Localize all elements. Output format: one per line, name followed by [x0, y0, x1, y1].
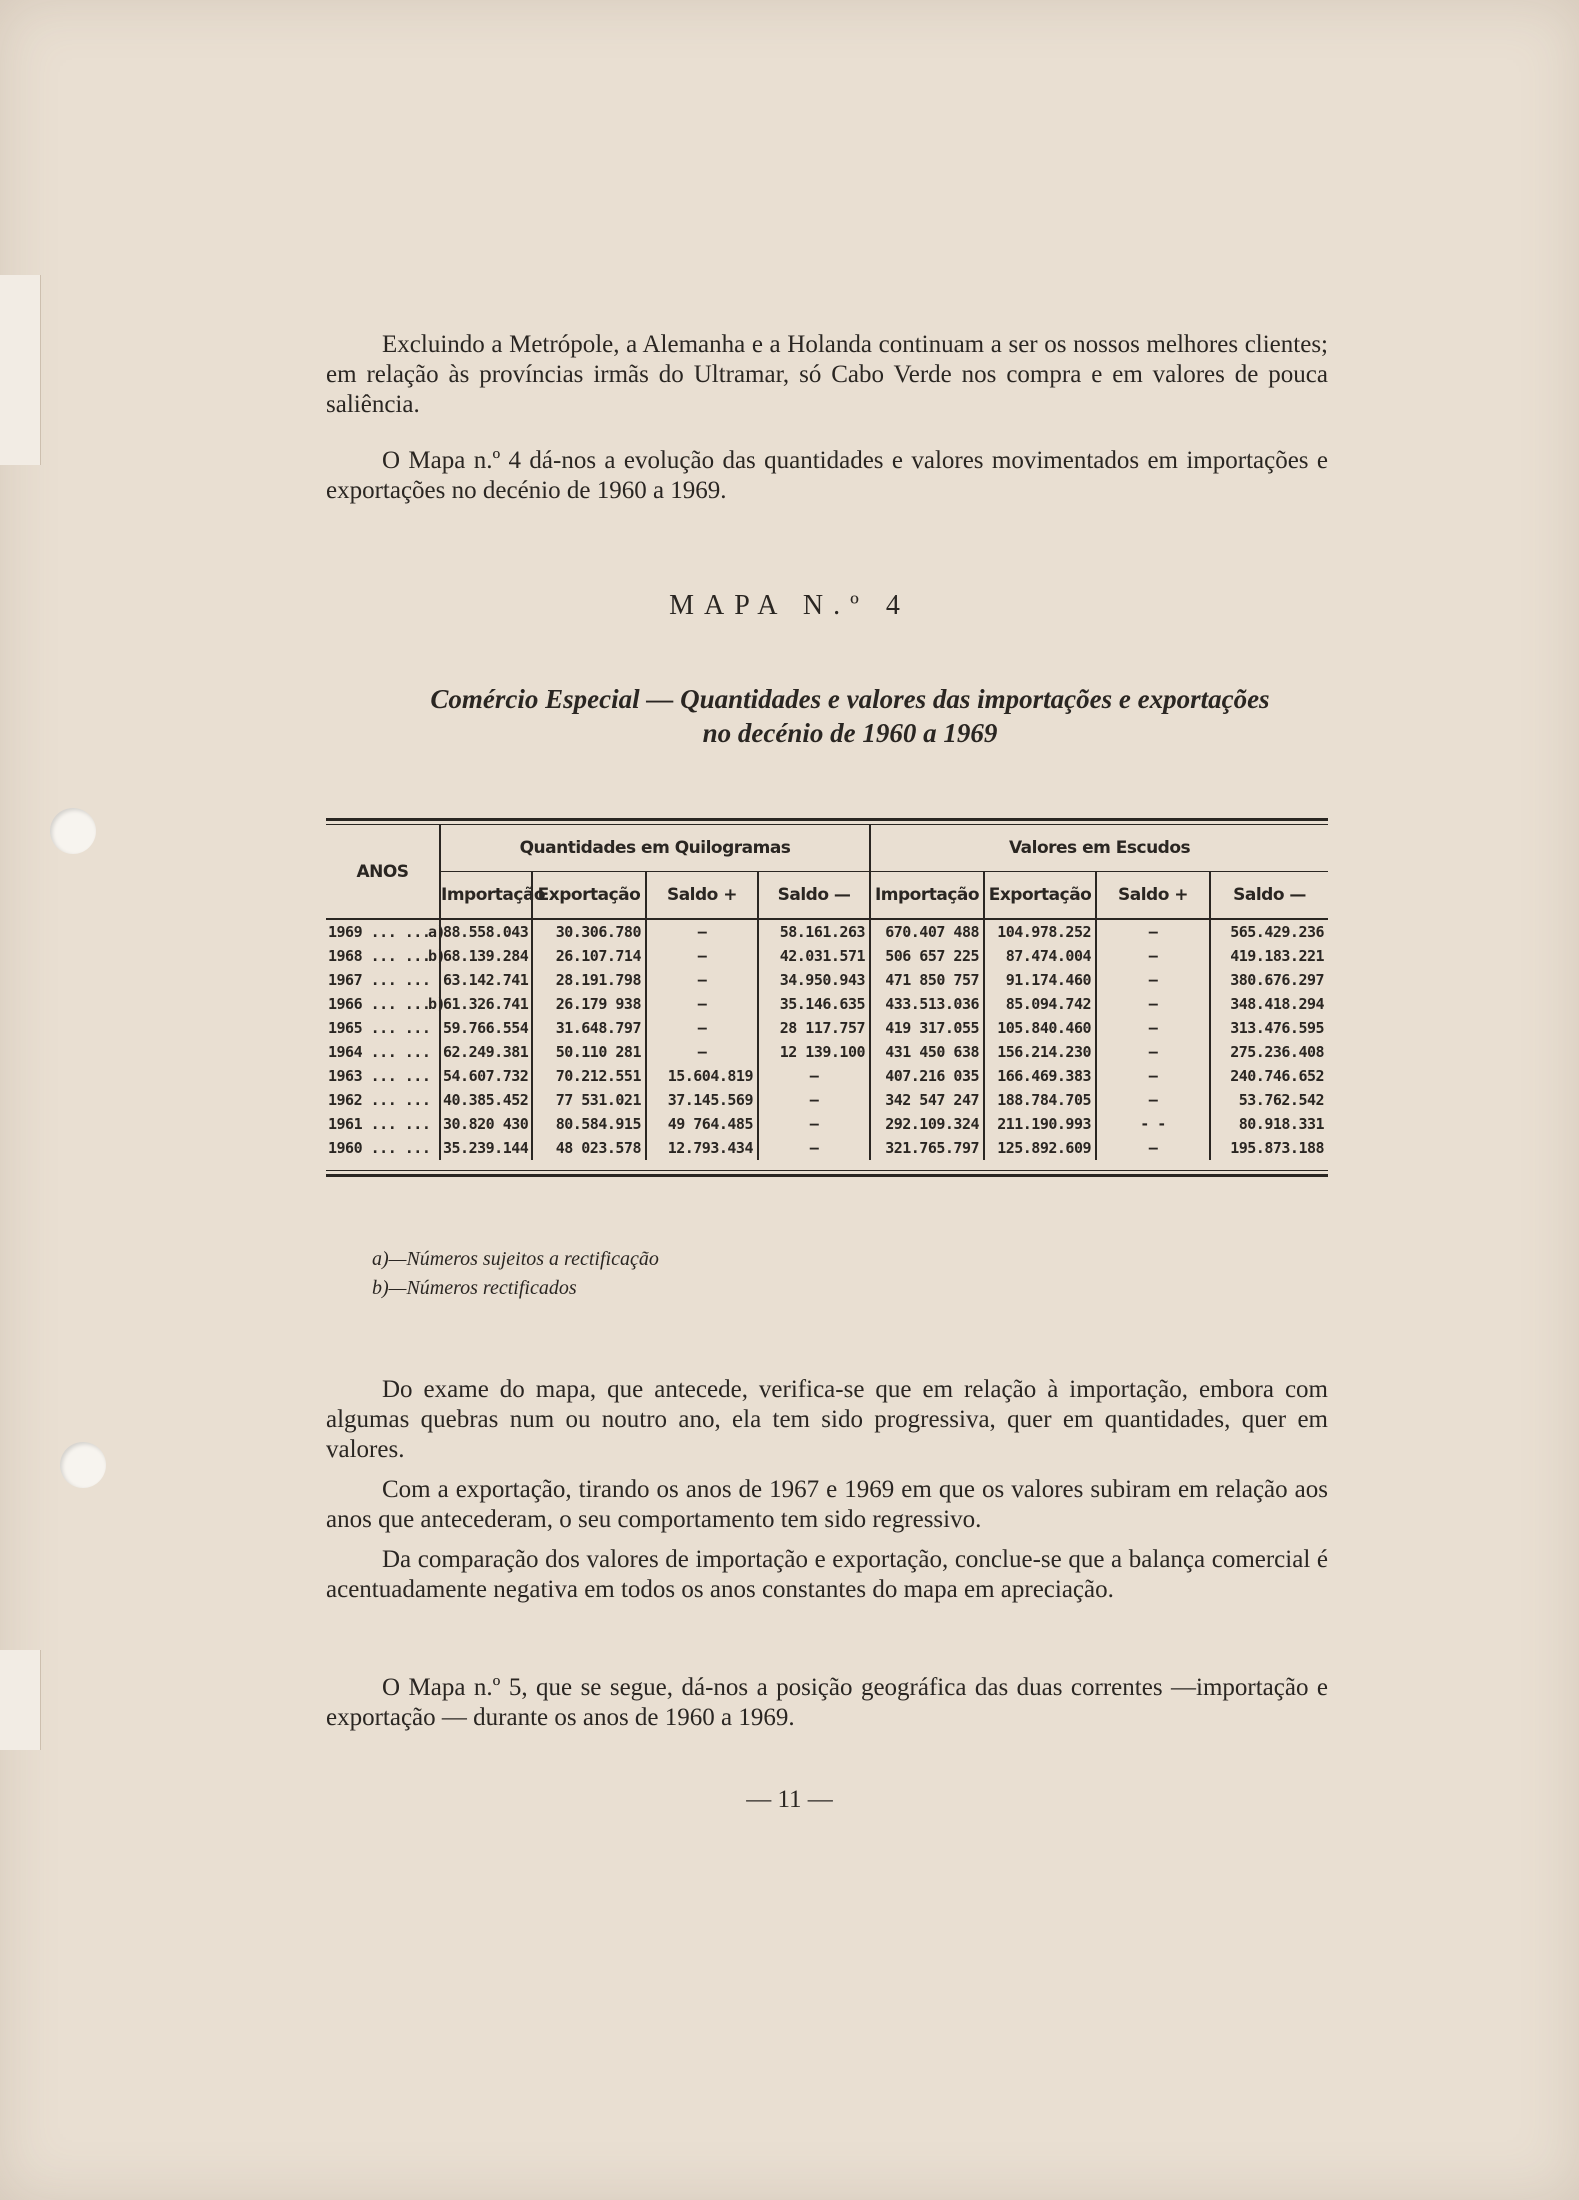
group-header-quantidades: Quantidades em Quilogramas [440, 825, 870, 871]
cell-v-saldo-plus: — [1096, 1016, 1210, 1040]
table-body [326, 919, 1328, 1160]
cell-q-saldo-plus: 15.604.819 [646, 1064, 758, 1088]
cell-v-saldo-plus: — [1096, 944, 1210, 968]
cell-v-exportacao: 188.784.705 [984, 1088, 1096, 1112]
intro-paragraph-1: Excluindo a Metrópole, a Alemanha e a Holanda continuam a ser os nossos melhores clientes; em relação às províncias irmãs do Ultramar, só Cabo Verde nos compra e em valores de pouca saliência. [326, 331, 1328, 418]
cell-v-exportacao: 125.892.609 [984, 1136, 1096, 1160]
cell-q-exportacao: 50.110 281 [532, 1040, 646, 1064]
cell-v-importacao: 342 547 247 [870, 1088, 984, 1112]
punch-hole [50, 808, 96, 854]
intro-paragraph-2: O Mapa n.º 4 dá-nos a evolução das quantidades e valores movimentados em importações e exportações no decénio de 1960 a 1969. [326, 447, 1328, 504]
cell-q-exportacao: 77 531.021 [532, 1088, 646, 1112]
cell-v-saldo-plus: - - [1096, 1112, 1210, 1136]
cell-q-saldo-plus: 12.793.434 [646, 1136, 758, 1160]
cell-q-exportacao: 30.306.780 [532, 919, 646, 944]
cell-q-importacao: 88.558.043 [440, 919, 532, 944]
cell-v-exportacao: 156.214.230 [984, 1040, 1096, 1064]
table-row [326, 919, 1328, 944]
cell-v-exportacao: 104.978.252 [984, 919, 1096, 944]
table-top-rule [326, 818, 1328, 821]
cell-q-importacao: 54.607.732 [440, 1064, 532, 1088]
cell-q-saldo-minus: — [758, 1136, 870, 1160]
column-header-q-importacao: Importação [440, 871, 532, 919]
column-header-v-exportacao: Exportação [984, 871, 1096, 919]
cell-q-saldo-minus: — [758, 1088, 870, 1112]
cell-v-saldo-minus: 240.746.652 [1230, 1067, 1325, 1085]
cell-v-saldo-minus: 80.918.331 [1238, 1115, 1325, 1133]
cell-v-exportacao: 105.840.460 [984, 1016, 1096, 1040]
page-number: — 11 — [746, 1786, 833, 1813]
cell-v-importacao: 407.216 035 [870, 1064, 984, 1088]
cell-ano: 1960 ... ... [328, 1139, 431, 1157]
cell-v-saldo-plus: — [1096, 1064, 1210, 1088]
cell-ano: 1962 ... ... [328, 1091, 431, 1109]
table-bottom-rule [326, 1174, 1328, 1177]
body-paragraph-3: Da comparação dos valores de importação e exportação, conclue-se que a balança comercial é acentuadamente negativa em todos os anos constantes do mapa em apreciação. [326, 1546, 1328, 1603]
body-paragraph-1: Do exame do mapa, que antecede, verifica-se que em relação à importação, embora com algumas quebras num ou noutro ano, ela tem sido progressiva, quer em quantidades, quer em valores. [326, 1376, 1328, 1463]
cell-q-saldo-plus: 49 764.485 [646, 1112, 758, 1136]
cell-ano: 1964 ... ... [328, 1043, 431, 1061]
cell-v-saldo-minus: 348.418.294 [1230, 995, 1325, 1013]
cell-q-exportacao: 80.584.915 [532, 1112, 646, 1136]
cell-q-exportacao: 26.107.714 [532, 944, 646, 968]
footnote-a: a)—Números sujeitos a rectificação [372, 1248, 659, 1270]
cell-mark: b) [426, 944, 440, 968]
cell-q-saldo-minus: 12 139.100 [758, 1040, 870, 1064]
cell-v-importacao: 670.407 488 [870, 919, 984, 944]
column-header-v-saldo-plus: Saldo + [1096, 871, 1210, 919]
cell-v-exportacao: 166.469.383 [984, 1064, 1096, 1088]
column-header-anos: ANOS [326, 825, 440, 919]
cell-q-saldo-minus: — [758, 1064, 870, 1088]
cell-v-saldo-plus: — [1096, 992, 1210, 1016]
cell-q-exportacao: 31.648.797 [532, 1016, 646, 1040]
cell-q-saldo-minus: 58.161.263 [758, 919, 870, 944]
cell-v-importacao: 431 450 638 [870, 1040, 984, 1064]
cell-v-importacao: 471 850 757 [870, 968, 984, 992]
body-paragraph-2: Com a exportação, tirando os anos de 1967 e 1969 em que os valores subiram em relação aos anos que antecederam, o seu comportamento tem sido regressivo. [326, 1476, 1328, 1533]
column-header-q-exportacao: Exportação [532, 871, 646, 919]
body-paragraph-4: O Mapa n.º 5, que se segue, dá-nos a posição geográfica das duas correntes —importação e exportação — durante os anos de 1960 a 1969. [326, 1674, 1328, 1731]
table-bottom-rule-thin [326, 1170, 1328, 1171]
table-row [326, 968, 1328, 992]
column-header-v-importacao: Importação [870, 871, 984, 919]
cell-v-saldo-minus: 565.429.236 [1230, 923, 1325, 941]
table-row [326, 1136, 1328, 1160]
footnote-b: b)—Números rectificados [372, 1277, 577, 1299]
cell-q-saldo-plus: — [646, 944, 758, 968]
cell-q-saldo-plus: — [646, 992, 758, 1016]
cell-q-saldo-plus: 37.145.569 [646, 1088, 758, 1112]
torn-edge [0, 275, 41, 465]
map-subtitle-line-2: no decénio de 1960 a 1969 [702, 718, 998, 748]
cell-ano: 1969 ... ... [328, 923, 431, 941]
table-row [326, 992, 1328, 1016]
torn-edge [0, 1650, 41, 1750]
cell-v-exportacao: 87.474.004 [984, 944, 1096, 968]
cell-q-saldo-plus: — [646, 968, 758, 992]
cell-v-exportacao: 85.094.742 [984, 992, 1096, 1016]
map-subtitle-line-1: Comércio Especial — Quantidades e valores das importações e exportações [430, 684, 1270, 714]
cell-q-exportacao: 48 023.578 [532, 1136, 646, 1160]
cell-ano: 1968 ... ... [328, 947, 431, 965]
cell-v-saldo-minus: 195.873.188 [1230, 1139, 1325, 1157]
table-row [326, 1040, 1328, 1064]
cell-mark: a) [426, 919, 440, 944]
cell-v-importacao: 419 317.055 [870, 1016, 984, 1040]
table-row [326, 1016, 1328, 1040]
cell-v-saldo-minus: 275.236.408 [1230, 1043, 1325, 1061]
cell-ano: 1961 ... ... [328, 1115, 431, 1133]
cell-q-importacao: 62.249.381 [440, 1040, 532, 1064]
group-header-valores: Valores em Escudos [1008, 837, 1191, 858]
cell-v-exportacao: 211.190.993 [984, 1112, 1096, 1136]
cell-ano: 1965 ... ... [328, 1019, 431, 1037]
cell-q-saldo-minus: 35.146.635 [758, 992, 870, 1016]
cell-ano: 1967 ... ... [328, 971, 431, 989]
cell-v-saldo-plus: — [1096, 1040, 1210, 1064]
cell-q-exportacao: 26.179 938 [532, 992, 646, 1016]
cell-q-importacao: 61.326.741 [440, 992, 532, 1016]
cell-q-saldo-plus: — [646, 919, 758, 944]
cell-q-importacao: 68.139.284 [440, 944, 532, 968]
cell-v-saldo-minus: 380.676.297 [1230, 971, 1325, 989]
cell-q-saldo-minus: — [758, 1112, 870, 1136]
cell-mark: b) [426, 992, 440, 1016]
cell-q-importacao: 35.239.144 [440, 1136, 532, 1160]
cell-v-importacao: 433.513.036 [870, 992, 984, 1016]
table-row [326, 1112, 1328, 1136]
cell-q-saldo-minus: 34.950.943 [758, 968, 870, 992]
cell-v-saldo-plus: — [1096, 968, 1210, 992]
cell-v-saldo-plus: — [1096, 919, 1210, 944]
table-bottom-rules [326, 1170, 1328, 1177]
cell-q-importacao: 63.142.741 [440, 968, 532, 992]
table-row [326, 944, 1328, 968]
cell-v-saldo-plus: — [1096, 1136, 1210, 1160]
cell-q-saldo-plus: — [646, 1016, 758, 1040]
table-row [326, 1088, 1328, 1112]
map-subtitle [370, 682, 1330, 750]
cell-v-exportacao: 91.174.460 [984, 968, 1096, 992]
cell-q-exportacao: 70.212.551 [532, 1064, 646, 1088]
punch-hole [60, 1442, 106, 1488]
map-title: MAPA N.º 4 [669, 590, 910, 621]
cell-q-importacao: 59.766.554 [440, 1016, 532, 1040]
cell-v-importacao: 506 657 225 [870, 944, 984, 968]
cell-v-saldo-minus: 313.476.595 [1230, 1019, 1325, 1037]
cell-ano: 1966 ... ... [328, 995, 431, 1013]
cell-v-importacao: 292.109.324 [870, 1112, 984, 1136]
data-table-wrapper [326, 818, 1328, 1177]
cell-q-importacao: 40.385.452 [440, 1088, 532, 1112]
cell-v-saldo-minus: 53.762.542 [1238, 1091, 1325, 1109]
cell-q-saldo-minus: 28 117.757 [758, 1016, 870, 1040]
table-row [326, 1064, 1328, 1088]
cell-q-importacao: 30.820 430 [440, 1112, 532, 1136]
column-header-q-saldo-plus: Saldo + [646, 871, 758, 919]
cell-q-exportacao: 28.191.798 [532, 968, 646, 992]
cell-q-saldo-plus: — [646, 1040, 758, 1064]
column-header-q-saldo-minus: Saldo — [758, 871, 870, 919]
cell-v-saldo-minus: 419.183.221 [1230, 947, 1325, 965]
data-table [326, 825, 1328, 1160]
cell-v-importacao: 321.765.797 [870, 1136, 984, 1160]
column-header-v-saldo-minus: Saldo — [1210, 871, 1328, 919]
cell-q-saldo-minus: 42.031.571 [758, 944, 870, 968]
cell-v-saldo-plus: — [1096, 1088, 1210, 1112]
cell-ano: 1963 ... ... [328, 1067, 431, 1085]
